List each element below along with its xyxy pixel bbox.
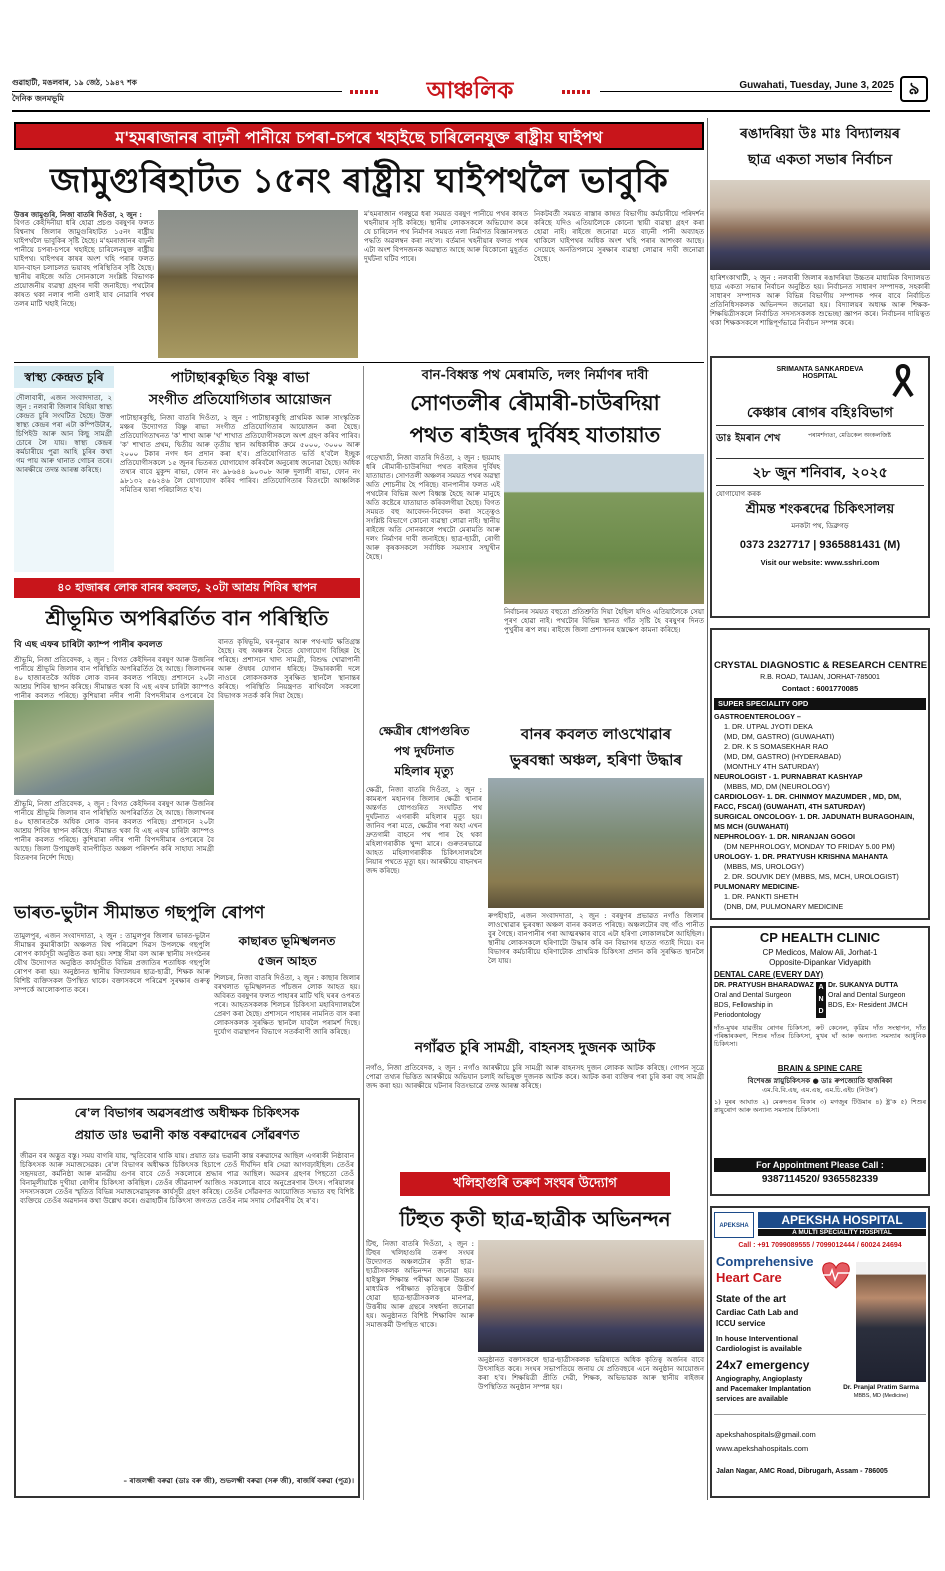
masthead-ornament-left (350, 90, 378, 94)
nagaon-theft-body: নগাঁও, নিজা প্ৰতিবেদক, ২ জুন : নগাঁও আৰক্ষীয়ে চুৰি সামগ্ৰী আৰু বাহনসহ দুজন লোকক আটক কৰিছে। গোপন সূত্ৰে পোৱা তথ্যৰ ভিত্তিত আৰক্ষীয়ে অভিযান চলাই অভিযুক্ত দুজনক আটক কৰে। আটক কৰা ব্যক্তিৰ পৰা চুৰি কৰা বহু সামগ্ৰী জব্দ কৰা হয়। আৰক্ষীয়ে ঘটনাৰ বিতংভাৱে তদন্ত আৰম্ভ কৰিছে। (366, 1064, 704, 1090)
ad-crystal-line: (MD, DM, GASTRO) (HYDERABAD) (724, 752, 841, 761)
ad-cancer-title: কেঞ্চাৰ ৰোগৰ বহিঃবিভাগ (716, 400, 924, 426)
tree-body: তামুলপুৰ, এজন সংবাদদাতা, ২ জুন : তামুলপুৰ জিলাৰ ভাৰত-ভুটান সীমান্তৰ কুমাৰীকাটা অঞ্চলত বিশ্ব পৰিৱেশ দিৱস উপলক্ষে গছপুলি ৰোপণ কাৰ্যসূচী অনুষ্ঠিত কৰা হয়। সশস্ত্ৰ সীমা বল আৰু স্থানীয় সংগঠনৰ যৌথ উদ্যোগত অনুষ্ঠিত কাৰ্যসূচীত বিভিন্ন প্ৰজাতিৰ শতাধিক গছপুলি ৰোপণ কৰা হয়। অনুষ্ঠানত স্থানীয় বিদ্যালয়ৰ ছাত্ৰ-ছাত্ৰী, শিক্ষক আৰু বিশিষ্ট ব্যক্তিসকল উপস্থিত থাকে। বক্তাসকলে পৰিৱেশ সুৰক্ষাৰ গুৰুত্ব সম্পৰ্কে আলোকপাত কৰে। (14, 932, 210, 994)
school-photo-group (710, 180, 930, 270)
flood-headline: শ্ৰীভূমিত অপৰিৱৰ্তিত বান পৰিস্থিতি (45, 606, 329, 630)
landslide-headline-1: কাছাৰত ভূমিস্খলনত (238, 934, 336, 948)
ad-crystal-line: NEUROLOGIST - 1. PURNABRAT KASHYAP (714, 772, 863, 781)
ad-apeksha-state: State of the art (716, 1294, 787, 1305)
column-rule-mid (363, 366, 364, 1500)
ad-crystal-opd: SUPER SPECIALITY OPD (714, 698, 926, 710)
ad-cancer-date: ২৮ জুন শনিবাৰ, ২০২৫ (716, 458, 924, 486)
ad-apeksha-doctor: Dr. Pranjal Pratim Sarma (843, 1384, 919, 1391)
ad-apeksha-title: APEKSHA HOSPITAL (758, 1212, 926, 1228)
ad-apeksha-h1: Comprehensive (716, 1254, 814, 1269)
ad-cp-appointment: For Appointment Please Call : (714, 1158, 926, 1172)
road-body-col2: নিৰ্বাচনৰ সময়ত বহুতো প্ৰতিশ্ৰুতি দিয়া হৈছিল যদিও এতিয়ালৈকে সেয়া পূৰণ হোৱা নাই। পথটোৰ বিভিন্ন স্থানত গাঁত সৃষ্টি হৈ বৰষুণৰ দিনত পুখুৰীৰ ৰূপ লয়। ৰাইজে জিলা প্ৰশাসনৰ হস্তক্ষেপ কামনা কৰিছে। (504, 608, 704, 634)
ad-cancer-doctor-detail: পৰামৰ্শদাতা, মেডিকেল অংকলজিষ্ট (808, 432, 892, 439)
ad-apeksha-email: apekshahospitals@gmail.com (716, 1430, 816, 1439)
nagaon-theft-headline: নগাঁৱত চুৰি সামগ্ৰী, বাহনসহ দুজনক আটক (414, 1040, 656, 1056)
ad-cp-left-2: BDS, Fellowship in (714, 1002, 773, 1009)
ad-crystal-line: (MONTHLY 4TH SATURDAY) (724, 762, 819, 771)
ad-apeksha-angio2: and Pacemaker Implantation (716, 1386, 811, 1393)
ad-cp-brain: BRAIN & SPINE CARE (777, 1064, 863, 1073)
ad-apeksha-subtitle: A MULTI SPECIALITY HOSPITAL (758, 1229, 926, 1236)
doctor-photo (856, 1262, 926, 1382)
flood-body-col1-cont: শ্ৰীভূমি, নিজা প্ৰতিবেদক, ২ জুন : বিগত কেইদিনৰ বৰষুণ আৰু উজনিৰ পানীয়ে শ্ৰীভূমি জিলাৰ বান পৰিস্থিতি অপৰিৱৰ্তিত হৈ আছে। জিলাখনৰ ৪০ হাজাৰতকৈ অধিক লোক বানৰ কবলত পৰিছে। প্ৰশাসনে ২০টা আশ্ৰয় শিবিৰ স্থাপন কৰিছে। সীমান্তত থকা বি এছ এফৰ চাৰিটা ক্যাম্পও পানীৰ কবলত পৰিছে। কুশিয়াৰা নদীৰ পানী বিপদসীমাৰ ওপৰেৰে বৈ আছে। জিলা উপায়ুক্তই বানপীড়িত অঞ্চল পৰিদৰ্শন কৰি সাহায্য সামগ্ৰী বিতৰণৰ নিৰ্দেশ দিছে। (14, 800, 214, 862)
deer-photo-flooded-village (488, 778, 704, 908)
ad-crystal-contact: Contact : 6001770085 (781, 684, 859, 693)
ad-cp-dental: DENTAL CARE (EVERY DAY) (714, 970, 824, 979)
road-kicker: বান-বিধ্বস্ত পথ মেৰামতি, দলং নিৰ্মাণৰ দাবী (421, 368, 649, 383)
lead-body: বিগত কেইদিনীয়া ধৰি হোৱা প্ৰচণ্ড বৰষুণৰ ফলত বিশ্বনাথ জিলাৰ জামুগুৰিহাটত ১৫নং ৰাষ্ট্ৰীয় ঘাইপথলৈ ভাবুকিৰ সৃষ্টি হৈছে। ম'হমৰাজানৰ বাঢ়নী পানীয়ে চপৰা-চপৰে খহাইছে চাৰিলেনযুক্ত ৰাষ্ট্ৰীয় ঘাইপথ। ঘাইপথৰ কাষৰ অংশ খহি পৰাৰ ফলত যান-বাহন চলাচলত ভয়াবহ পৰিস্থিতিৰ সৃষ্টি হৈছে। স্থানীয় ৰাইজে অতি সোনকালে সংশ্লিষ্ট বিভাগক প্ৰয়োজনীয় ব্যৱস্থা গ্ৰহণৰ দাবী জনাইছে। পথটোৰ কাষত থকা নলাৰ পানী ওলাই যাব নোৱাৰি পথৰ তলৰ মাটি খহাই নিছে। (14, 219, 154, 308)
ad-crystal-line: 1. DR. UTPAL JYOTI DEKA (724, 722, 813, 731)
youth-photo-students (478, 1240, 704, 1352)
ad-crystal-line: (DNB, DM, PULMONARY MEDICINE (724, 902, 844, 911)
ad-crystal-line: 1. DR. PANKTI SHETH (724, 892, 799, 901)
ad-crystal-line: CARDIOLOGY- 1. DR. CHINMOY MAZUMDER , MD, DM, (714, 792, 902, 801)
school-headline-1: ৰঙাদৰিয়া উঃ মাঃ বিদ্যালয়ৰ (740, 126, 900, 142)
drown-body: ক্ষেত্ৰী, নিজা বাতৰি দিওঁতা, ২ জুন : কামৰূপ মহানগৰ জিলাৰ ক্ষেত্ৰী থানাৰ অন্তৰ্গত ধোপগুৰিত সংঘটিত পথ দুৰ্ঘটনাত এগৰাকী মহিলাৰ মৃত্যু হয়। জানিব পৰা মতে, ক্ষেত্ৰীৰ পৰা অহা এখন দ্ৰুতগামী বাহনে পথ পাৰ হৈ থকা মহিলাগৰাকীক খুন্দা মাৰে। গুৰুতৰভাৱে আহত মহিলাগৰাকীক চিকিৎসালয়লৈ নিয়াৰ পথতে মৃত্যু হয়। আৰক্ষীয়ে বাহনখন জব্দ কৰিছে। (366, 786, 482, 875)
lead-kicker: ম'হমৰাজানৰ বাঢ়নী পানীয়ে চপৰা-চপৰে খহাইছে চাৰিলেনযুক্ত ৰাষ্ট্ৰীয় ঘাইপথ (14, 122, 704, 150)
drown-headline-2: পথ দুৰ্ঘটনাত (394, 744, 454, 758)
landslide-body: শিলচৰ, নিজা বাতৰি দিওঁতা, ২ জুন : কাছাৰ জিলাৰ বৰখলাত ভূমিস্খলনত পাঁচজন লোক আহত হয়। অবিৰত বৰষুণৰ ফলত পাহাৰৰ মাটি খহি ঘৰৰ ওপৰত পৰে। আহতসকলক শিলচৰ চিকিৎসা মহাবিদ্যালয়লৈ প্ৰেৰণ কৰা হৈছে। প্ৰশাসনে পাহাৰৰ নামনিত বাস কৰা লোকসকলক সুৰক্ষিত স্থানলৈ যাবলৈ পৰামৰ্শ দিছে। দুৰ্যোগ ব্যৱস্থাপন বিভাগে সতৰ্কবাণী জাৰি কৰিছে। (214, 974, 360, 1036)
ad-cancer-doctor: ডাঃ ইমৰান শেখ (716, 433, 781, 444)
ad-apeksha-inhouse2: Cardiologist is available (716, 1344, 802, 1353)
ad-cp-sub1: CP Medicos, Malow Ali, Jorhat-1 (762, 948, 878, 957)
ad-crystal-line: MS MCH (GUWAHATI) (714, 822, 789, 831)
deer-headline-1: বানৰ কবলত লাওখোৱাৰ (520, 725, 672, 743)
masthead-paper-name: দৈনিক জনমভূমি (12, 93, 64, 103)
health-theft-headline: স্বাস্থ্য কেন্দ্ৰত চুৰি (14, 366, 114, 388)
railway-signature: – ৰাজলক্ষ্মী বৰুৱা (ডাঃ বৰু জী), শুভলক্ষ্মী বৰুৱা (সৰু জী), ৰাজৰ্ষি বৰুৱা (পুত্ৰ)। (123, 1476, 354, 1485)
ad-crystal-address: R.B. ROAD, TAIJAN, JORHAT-785001 (760, 674, 880, 681)
lead-rule (14, 362, 704, 363)
railway-headline-1: ৰে'ল বিভাগৰ অৱসৰপ্ৰাপ্ত অধীক্ষক চিকিৎসক (74, 1105, 300, 1120)
ad-crystal-line: GASTROENTEROLOGY – (714, 712, 801, 721)
ad-apeksha-state2: Cardiac Cath Lab and (716, 1308, 799, 1317)
ad-cp-left-doc: DR. PRATYUSH BHARADWAZ (714, 982, 814, 989)
ad-crystal-line: 2. DR. SOUVIK DEY (MBBS, MS, MCH, UROLOGIST) (724, 872, 899, 881)
ad-crystal-doctor-list (714, 712, 926, 916)
ad-crystal-line: NEPHROLOGY- 1. DR. NIRANJAN GOGOI (714, 832, 855, 841)
drown-headline-1: ক্ষেত্ৰীৰ ধোপগুৰিত (378, 724, 470, 738)
lead-body-col3: নিকটবৰ্তী সময়ত ৰাস্তাৰ কাষত বিভাগীয় কৰ্মচাৰীয়ে পৰিদৰ্শন কৰিছে যদিও এতিয়ালৈকে কোনো স্থায়ী ব্যৱস্থা গ্ৰহণ কৰা হোৱা নাই। ৰাইজে জনোৱা মতে বাঢ়নী পানী অব্যাহত থাকিলে ঘাইপথৰ অধিক অংশ খহি পৰাৰ আশংকা আছে। সেয়েহে অনতিপলমে সুৰক্ষাৰ ব্যৱস্থা লোৱাৰ দাবী জনোৱা হৈছে। (534, 210, 704, 263)
masthead-ornament-right (562, 90, 590, 94)
road-headline-1: সোণতলীৰ ৰৌমাৰী-চাউৰদিয়া (410, 390, 660, 415)
ad-apeksha-angio: Angiography, Angioplasty (716, 1376, 803, 1383)
music-headline-2: সংগীত প্ৰতিযোগিতাৰ আয়োজন (148, 392, 332, 408)
masthead-english-date: Guwahati, Tuesday, June 3, 2025 (739, 80, 894, 91)
ad-crystal-line: (DM NEPHROLOGY, MONDAY TO FRIDAY 5.00 PM) (724, 842, 895, 851)
ad-cp-left-3: Periodontology (714, 1012, 761, 1019)
lead-body-col2: ম'হমৰাজান গৰম্বুৱে ধৰা সময়ত বৰষুণ পানীয়ে পথৰ কাষত খহনীয়াৰ সৃষ্টি কৰিছে। স্থানীয় লোকসকলে অভিযোগ কৰে যে চাৰিলেন পথ নিৰ্মাণৰ সময়ত নলা নিৰ্মাণত বিজ্ঞানসন্মত পদ্ধতি অৱলম্বন কৰা নহ'ল। বৰ্তমান খহনীয়াৰ ফলত পথৰ এটা অংশ বিপদজনক অৱস্থাত আছে আৰু যিকোনো মুহূৰ্তত দুৰ্ঘটনা ঘটিব পাৰে। (364, 210, 528, 263)
school-body: হাৰিশংকাখাটী, ২ জুন : নলবাৰী জিলাৰ ৰঙাদৰিয়া উচ্চতৰ মাধ্যমিক বিদ্যালয়ত ছাত্ৰ একতা সভাৰ নিৰ্বাচন অনুষ্ঠিত হয়। নিৰ্বাচনত সাধাৰণ সম্পাদক, সহকাৰী সাধাৰণ সম্পাদক আৰু বিভিন্ন বিভাগীয় সম্পাদক পদৰ বাবে নিৰ্বাচিত প্ৰতিনিধিসকলক অভিনন্দন জনোৱা হয়। বিদ্যালয়ৰ অধ্যক্ষ আৰু শিক্ষক-শিক্ষয়িত্ৰীসকলে নিৰ্বাচিত সদস্যসকলক শুভেচ্ছা জ্ঞাপন কৰে। নিৰ্বাচনৰ দায়িত্বত থকা শিক্ষকসকলে শান্তিপূৰ্ণভাৱে নিৰ্বাচন সম্পন্ন কৰে। (710, 274, 930, 327)
ad-crystal-line: (MBBS, MD, DM (NEUROLOGY) (724, 782, 830, 791)
landslide-headline-2: ৫জন আহত (257, 954, 317, 968)
ad-apeksha-divider (714, 1414, 926, 1415)
ad-cp-right-1: Oral and Dental Surgeon (828, 992, 906, 999)
ad-cp-brain-detail: এম.বি.বি.এছ, এম.এছ, এম.চি.এইচ (নিউৰ') (762, 1086, 878, 1094)
ad-cp-services: দাঁত-মুখৰ যাৱতীয় ৰোগৰ চিকিৎসা, ৰুট কেনেল, কৃত্ৰিম দাঁত সংস্থাপন, দাঁত পৰিষ্কাৰকৰণ, শিশুৰ দাঁতৰ চিকিৎসা, মুখৰ ঘাঁ আৰু অন্যান্য সমস্যাৰ আধুনিক চিকিৎসা। (714, 1024, 926, 1048)
ad-cp-phones: 9387114520/ 9365582339 (761, 1174, 879, 1185)
music-body: পাটাছাৰকুছি, নিজা বাতৰি দিওঁতা, ২ জুন : পাটাছাৰকুছি প্ৰাথমিক আৰু সাংস্কৃতিক মঞ্চৰ উদ্যোগত বিষ্ণু ৰাভা সংগীত প্ৰতিযোগিতাৰ আয়োজন কৰা হৈছে। প্ৰতিযোগিতাখনত 'ক' শাখা আৰু 'খ' শাখাত প্ৰতিযোগীসকলে অংশ গ্ৰহণ কৰিব পাৰিব। 'ক' শাখাত প্ৰথম, দ্বিতীয় আৰু তৃতীয় স্থান অধিকাৰীক ক্ৰমে ৫০০০, ৩০০০ আৰু ২০০০ টকাৰ নগদ ধন প্ৰদান কৰা হ'ব। প্ৰতিযোগিতাত ভৰ্তি হ'বলৈ ইচ্ছুক প্ৰতিযোগীসকলে ১৫ জুনৰ ভিতৰত যোগাযোগ কৰিবলৈ অনুৰোধ জনোৱা হৈছে। অধিক তথ্যৰ বাবে মুকুন্দ ৰাভা, ফোন নং ৯৮৬৪৪ ৯০৩০৮ আৰু দুলালী ৰাভা, ফোন নং ৯৮১৩২ ৫৬২৪৬ লৈ যোগাযোগ কৰিব পাৰিব। প্ৰতিযোগিতাৰ বিতংটো আঞ্চলিক সমিতিৰ দ্বাৰা পৰিচালিত হ'ব। (120, 414, 360, 494)
ad-apeksha-inhouse: In house Interventional (716, 1334, 799, 1343)
ad-crystal-line: (MD, DM, GASTRO) (GUWAHATI) (724, 732, 835, 741)
ad-crystal-line: 2. DR. K S SOMASEKHAR RAO (724, 742, 829, 751)
ad-cancer-hospital: SRIMANTA SANKARDEVA HOSPITAL (776, 366, 864, 380)
music-headline-1: পাটাছাৰকুছিত বিষ্ণু ৰাভা (170, 370, 310, 386)
masthead-date: গুৱাহাটী, মঙলবাৰ, ১৯ জেঠ, ১৯৪৭ শক (12, 78, 137, 87)
ad-apeksha-address: Jalan Nagar, AMC Road, Dibrugarh, Assam - 786005 (716, 1468, 888, 1475)
ad-apeksha-doctor-detail: MBBS, MD (Medicine) (853, 1393, 909, 1399)
flood-body-col2: বানত কৃষিভূমি, ঘৰ-দুৱাৰ আৰু পথ-ঘাট ক্ষতিগ্ৰস্ত হৈছে। বহু অঞ্চলৰ সৈতে যোগাযোগ বিচ্ছিন্ন হৈ পৰিছে। প্ৰশাসনে খাদ্য সামগ্ৰী, বিশুদ্ধ খোৱাপানী আৰু ঔষধৰ যোগান ধৰিছে। উদ্ধাৰকাৰী দলে নাওৰে লোকসকলক সুৰক্ষিত স্থানলৈ স্থানান্তৰ কৰিছে। পৰিস্থিতি নিয়ন্ত্ৰণত ৰাখিবলৈ সকলো বিভাগক সতৰ্ক কৰি দিয়া হৈছে। (218, 638, 360, 700)
flood-body: শ্ৰীভূমি, নিজা প্ৰতিবেদক, ২ জুন : বিগত কেইদিনৰ বৰষুণ আৰু উজনিৰ পানীয়ে শ্ৰীভূমি জিলাৰ বান পৰিস্থিতি অপৰিৱৰ্তিত হৈ আছে। জিলাখনৰ ৪০ হাজাৰতকৈ অধিক লোক বানৰ কবলত পৰিছে। প্ৰশাসনে ২০টা আশ্ৰয় শিবিৰ স্থাপন কৰিছে। সীমান্তত থকা বি এছ এফৰ চাৰিটা ক্যাম্পও পানীৰ কবলত পৰিছে। কুশিয়াৰা নদীৰ পানী বিপদসীমাৰ ওপৰেৰে বৈ (14, 656, 214, 700)
masthead-title: আঞ্চলিক (426, 77, 514, 104)
ad-cancer-phone: 0373 2327717 | 9365881431 (M) (739, 539, 901, 551)
lead-dateline: উত্তৰ জামুগুৰি, নিজা বাতৰি দিওঁতা, ২ জুন : (14, 210, 142, 219)
lead-headline: জামুগুৰিহাটত ১৫নং ৰাষ্ট্ৰীয় ঘাইপথলৈ ভাবুকি (50, 161, 668, 201)
flood-banner: ৪০ হাজাৰৰ লোক বানৰ কবলত, ২০টা আশ্ৰয় শিবিৰ স্থাপন (14, 578, 360, 598)
flood-photo-border-fence (14, 700, 214, 795)
ad-cp-left-1: Oral and Dental Surgeon (714, 992, 792, 999)
ad-crystal-line: (MBBS, MS, UROLOGY) (724, 862, 804, 871)
ad-cancer-site: Visit our website: www.sshri.com (760, 558, 880, 567)
youth-body-col2: অনুষ্ঠানত বক্তাসকলে ছাত্ৰ-ছাত্ৰীসকলক ভৱিষ্যতে অধিক কৃতিত্ব অৰ্জনৰ বাবে উৎসাহিত কৰে। সংঘৰ সভাপতিয়ে জনায় যে প্ৰতিবছৰে এনে অনুষ্ঠান আয়োজন কৰা হ'ব। শিক্ষয়িত্ৰী প্ৰীতি দেৱী, শিক্ষক, অভিভাৱক আৰু স্থানীয় ৰাইজৰ উপস্থিতিত অনুষ্ঠান সম্পন্ন হয়। (478, 1356, 704, 1391)
ad-apeksha-emergency: 24x7 emergency (716, 1358, 810, 1372)
ad-apeksha-state3: ICCU service (716, 1319, 766, 1328)
railway-headline-2: প্ৰয়াত ডাঃ ভৱানী কান্ত বৰুৱাদেৱৰ সোঁৱৰণত (74, 1127, 300, 1142)
ad-apeksha-phones: Call : +91 7099089555 / 7099012444 / 60024 24694 (738, 1242, 902, 1249)
column-rule-right (707, 118, 708, 1500)
ad-cancer-address: মনকটা পথ, ডিব্ৰুগড় (791, 522, 849, 530)
ad-cancer-centre: শ্ৰীমন্ত শংকৰদেৱ চিকিৎসালয় (745, 502, 895, 517)
road-headline-2: পথত ৰাইজৰ দুৰ্বিষহ যাতায়াত (409, 422, 661, 447)
ad-cancer-contact-label: যোগাযোগ কৰক (716, 490, 761, 498)
ad-crystal-line: UROLOGY- 1. DR. PRATYUSH KRISHNA MAHANTA (714, 852, 888, 861)
school-headline-2: ছাত্ৰ একতা সভাৰ নিৰ্বাচন (747, 152, 893, 168)
youth-banner: খলিহাগুৰি তৰুণ সংঘৰ উদ্যোগ (400, 1172, 670, 1196)
ad-apeksha-angio3: services are available (716, 1396, 789, 1403)
tree-headline: ভাৰত-ভুটান সীমান্তত গছপুলি ৰোপণ (14, 903, 265, 923)
ad-cp-title: CP HEALTH CLINIC (759, 930, 881, 945)
railway-body: জীৱন বৰ অদ্ভুত বস্তু। সময় বাগৰি যায়, স্মৃতিবোৰ থাকি যায়। প্ৰয়াত ডাঃ ভৱানী কান্ত বৰুৱাদেৱ আছিল এগৰাকী নিষ্ঠাবান চিকিৎসক আৰু সমাজসেৱক। ৰে'ল বিভাগৰ অধীক্ষক চিকিৎসক হিচাপে তেওঁ দীৰ্ঘদিন ধৰি সেৱা আগবঢ়াইছিল। তেওঁৰ সহৃদয়তা, কৰ্মনিষ্ঠা আৰু মানৱীয় গুণৰ বাবে তেওঁ সকলোৰে শ্ৰদ্ধাৰ পাত্ৰ আছিল। অৱসৰ গ্ৰহণৰ পিছতো তেওঁ বিনামূলীয়াকৈ দুখীয়া ৰোগীৰ চিকিৎসা কৰিছিল। তেওঁৰ জীৱনাদৰ্শ আজিও সকলোৰে বাবে অনুপ্ৰেৰণাৰ উৎস। পৰিয়ালৰ সদস্যসকলে তেওঁৰ স্মৃতিত বিভিন্ন সমাজসেৱামূলক কাৰ্যসূচী গ্ৰহণ কৰিছে। তেওঁৰ সোঁৱৰণত আয়োজিত সভাত বহু বিশিষ্ট ব্যক্তিয়ে তেওঁৰ অৱদানৰ কথা উল্লেখ কৰে। গুৱাহাটীৰ চিকিৎসা জগতত তেওঁৰ নাম সদায় সোঁৱৰণীয় হৈ ৰ'ব। (20, 1152, 354, 1205)
ad-crystal-line: PULMONARY MEDICINE- (714, 882, 800, 891)
ad-crystal-title: CRYSTAL DIAGNOSTIC & RESEARCH CENTRE (714, 660, 928, 671)
heart-icon (818, 1260, 854, 1290)
road-photo-damaged-road (504, 454, 704, 604)
ad-cp-brain-list: ১) মূৰৰ আঘাত ২) মেৰুদণ্ডৰ বিকাৰ ৩) মগজুৰ টিউমাৰ ৪) ষ্ট্ৰ'ক ৫) শিশুৰ স্নায়ুৰোগ আৰু অন্যান্য সমস্যাৰ চিকিৎসা। (714, 1098, 926, 1114)
ad-cp-right-doc: Dr. SUKANYA DUTTA (828, 982, 899, 989)
drown-headline-3: মহিলাৰ মৃত্যু (394, 764, 454, 778)
masthead-bottom-rule (12, 110, 930, 112)
ad-crystal-line: SURGICAL ONCOLOGY- 1. DR. JADUNATH BURAGOHAIN, (714, 812, 915, 821)
ad-apeksha-logo: APEKSHA (714, 1212, 754, 1238)
deer-body: ৰুপহীহাট, এজন সংবাদদাতা, ২ জুন : বৰষুণৰ প্ৰভাৱত নগাঁও জিলাৰ লাওখোৱাৰ ভুৰবন্ধা অঞ্চল বানৰ কবলত পৰিছে। অঞ্চলটোৰ বহু গাঁও পানীত বুৰ গৈছে। বানপানীৰ পৰা আত্মৰক্ষাৰ বাবে এটা হৰিণা লোকালয়লৈ আহিছিল। স্থানীয় লোকসকলে হৰিণাটো উদ্ধাৰ কৰি বন বিভাগৰ হাতত গতাই দিয়ে। বন বিভাগৰ কৰ্মচাৰীয়ে হৰিণাটোক প্ৰাথমিক চিকিৎসা প্ৰদান কৰি সুৰক্ষিত স্থানলৈ লৈ যায়। (488, 912, 704, 965)
ad-cp-sub2: Opposite-Dipankar Vidyapith (769, 958, 871, 967)
youth-headline: টিহুত কৃতী ছাত্ৰ-ছাত্ৰীক অভিনন্দন (399, 1207, 671, 1231)
youth-body: টিহু, নিজা বাতৰি দিওঁতা, ২ জুন : টিহুৰ খলিহাগুৰি তৰুণ সংঘৰ উদ্যোগত অঞ্চলটোৰ কৃতী ছাত্ৰ-ছাত্ৰীসকলক অভিনন্দন জনোৱা হয়। হাইস্কুল শিক্ষান্ত পৰীক্ষা আৰু উচ্চতৰ মাধ্যমিক পৰীক্ষাত কৃতিত্বৰে উত্তীৰ্ণ হোৱা ছাত্ৰ-ছাত্ৰীসকলক মানপত্ৰ, উত্তৰীয় আৰু গ্ৰন্থৰে সম্বৰ্ধনা জনোৱা হয়। অনুষ্ঠানত বিশিষ্ট শিক্ষাবিদ আৰু সমাজকৰ্মী উপস্থিত থাকে। (366, 1240, 474, 1329)
page-number: ৯ (900, 76, 928, 102)
flood-subhead: বি এছ এফৰ চাৰিটা ক্যাম্প পানীৰ কবলত (14, 640, 163, 650)
road-body: গড়েখাতী, নিজা বাতৰি দিওঁতা, ২ জুন : ছয়মাহ ধৰি ৰৌমাৰী-চাউৰদিয়া পথত ৰাইজৰ দুৰ্বিষহ যাতায়াত। সোণতলী অঞ্চলৰ সময়ত পথৰ অৱস্থা অতি শোচনীয় হৈ পৰিছে। বানপানীৰ ফলত এই পথটোৰ বিভিন্ন অংশ বিধ্বস্ত হৈছে আৰু মানুহে অতি কষ্টেৰে যাতায়াত কৰিবলগীয়া হৈছে। বিগত সময়ত বহু আবেদন-নিবেদন কৰা সত্ত্বেও সংশ্লিষ্ট বিভাগে কোনো ব্যৱস্থা লোৱা নাই। স্থানীয় ৰাইজে অতি সোনকালে পথটো মেৰামতি আৰু দলং নিৰ্মাণৰ দাবী জনাইছে। ছাত্ৰ-ছাত্ৰী, ৰোগী আৰু কৃষকসকলে সৰ্বাধিক সমস্যাৰ সন্মুখীন হৈছে। (366, 454, 500, 561)
ad-apeksha-web: www.apekshahospitals.com (716, 1444, 809, 1453)
lead-photo-eroded-highway (158, 210, 358, 358)
health-theft-body: দৌলাবাৰী, এজন সংবাদদাতা, ২ জুন : নলবাৰী জিলাৰ বিহিয়া স্বাস্থ্য কেন্দ্ৰত চুৰি সংঘটিত হৈছে। উক্ত স্বাস্থ্য কেন্দ্ৰৰ পৰা এটা কম্পিউটাৰ, চিপিইউ আৰু আন কিছু সামগ্ৰী চোৰে লৈ যায়। স্বাস্থ্য কেন্দ্ৰৰ কৰ্মচাৰীয়ে পুৱা আহি চুৰিৰ কথা গম পায় আৰু থানাত গোচৰ তৰে। আৰক্ষীয়ে তদন্ত আৰম্ভ কৰিছে। (14, 392, 114, 572)
ad-cp-right-2: BDS, Ex- Resident JMCH (828, 1002, 908, 1009)
ad-cp-brain-doc: বিশেষজ্ঞ স্নায়ুচিকিৎসক ● ডাঃ ৰুপজ্যোতি হাজৰিকা (747, 1076, 893, 1085)
masthead-rule-right (600, 91, 892, 92)
ad-cp-and: AND (816, 982, 826, 1018)
masthead-rule (12, 91, 342, 92)
ad-crystal-line: FACC, FSCAI) (GUWAHATI, 4TH SATURDAY) (714, 802, 866, 811)
ribbon-icon (890, 364, 916, 398)
ad-apeksha-h2: Heart Care (716, 1270, 782, 1285)
deer-headline-2: ভুৰবন্ধা অঞ্চল, হৰিণা উদ্ধাৰ (510, 751, 682, 769)
